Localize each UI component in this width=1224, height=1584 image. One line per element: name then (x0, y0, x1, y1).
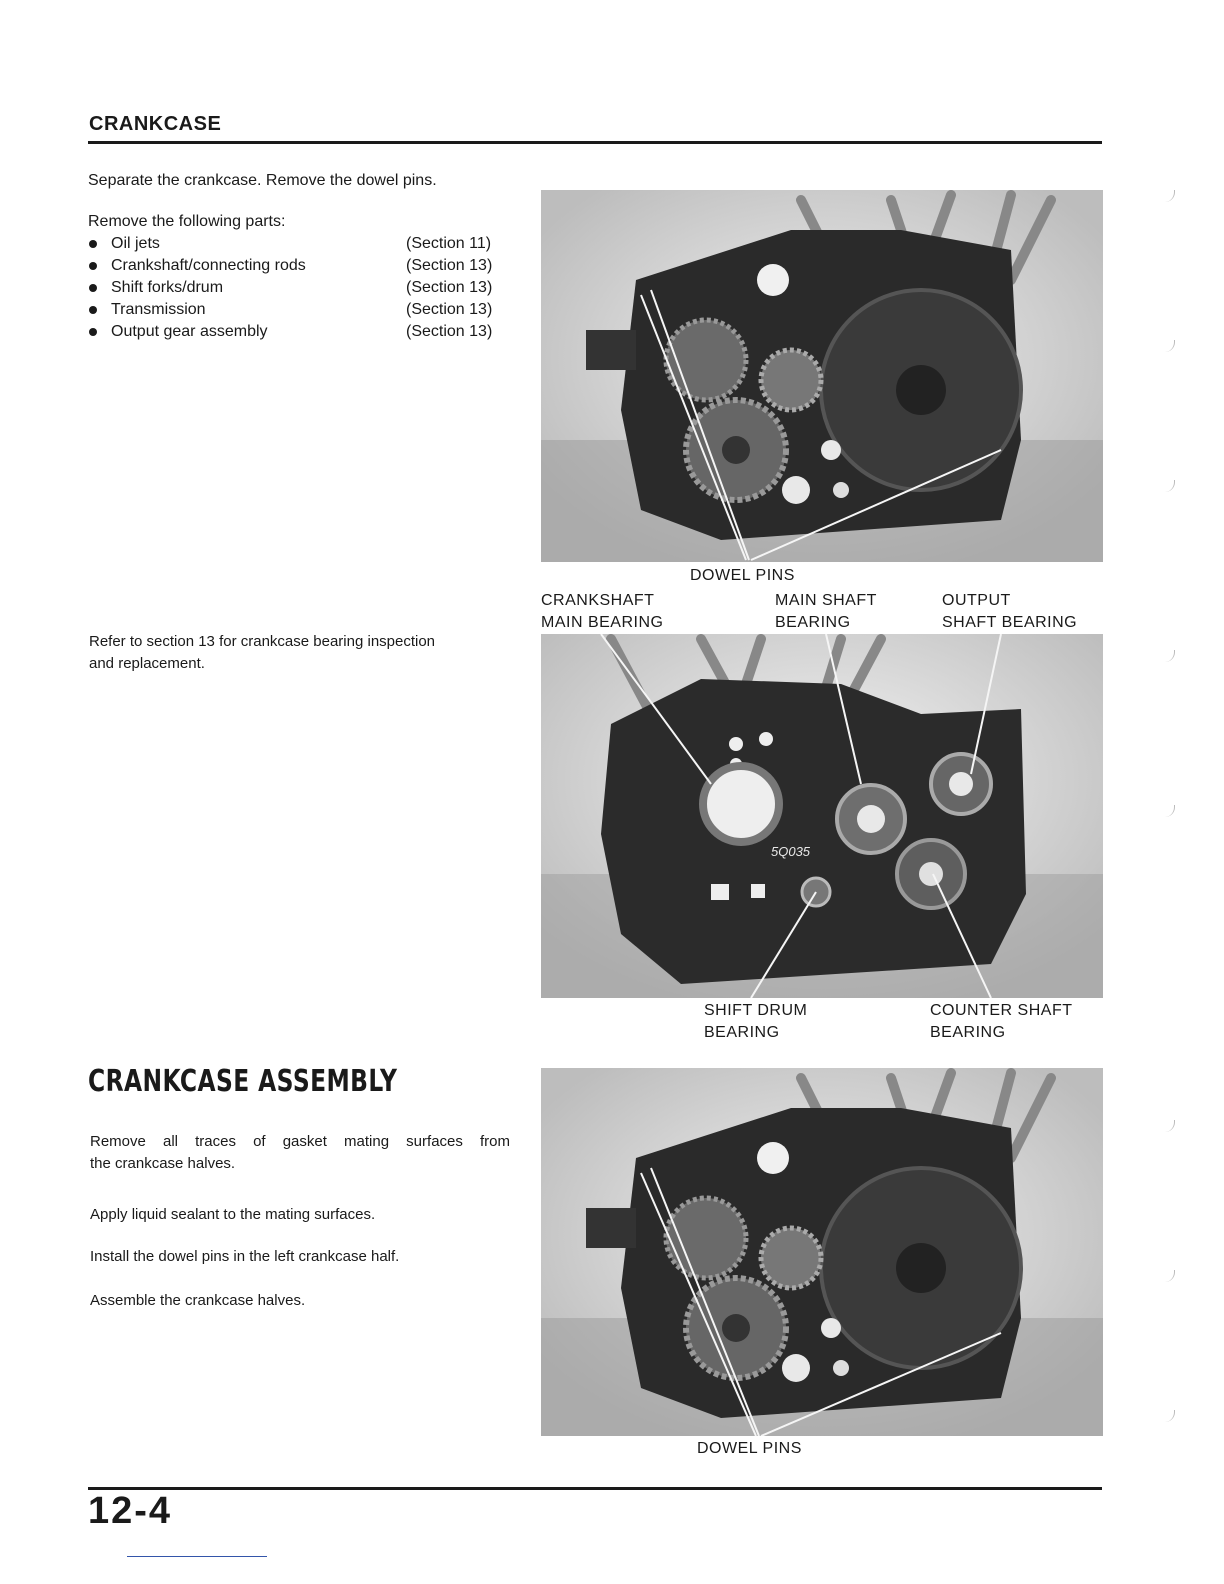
crankcase-photo-dowel-pins (541, 190, 1103, 562)
callout-countershaft-line2: BEARING (930, 1024, 1006, 1041)
bullet-icon (89, 240, 97, 248)
list-item: Oil jets (Section 11) (89, 233, 509, 255)
page-number: 12-4 (88, 1490, 173, 1532)
callout-countershaft-line1: COUNTER SHAFT (930, 1002, 1073, 1019)
callout-mainshaft-line1: MAIN SHAFT (775, 592, 877, 609)
binder-mark (1158, 1410, 1175, 1422)
footer-underline (127, 1556, 267, 1557)
refer-text-line1: Refer to section 13 for crankcase bearing inspection (89, 633, 436, 650)
binder-mark (1158, 805, 1175, 817)
remove-parts-intro: Remove the following parts: (88, 213, 286, 230)
binder-mark (1158, 480, 1175, 492)
parts-list (89, 233, 509, 343)
bullet-icon (89, 328, 97, 336)
callout-shiftdrum-line2: BEARING (704, 1024, 780, 1041)
callout-dowel-pins-1: DOWEL PINS (690, 567, 795, 584)
callout-output-line1: OUTPUT (942, 592, 1011, 609)
bullet-icon (89, 284, 97, 292)
binder-mark (1158, 1270, 1175, 1282)
callout-dowel-pins-2: DOWEL PINS (697, 1440, 802, 1457)
binder-mark (1158, 650, 1175, 662)
list-item: Shift forks/drum (Section 13) (89, 277, 509, 299)
case-stamp-text: 5Q035 (771, 844, 811, 859)
binder-mark (1158, 1120, 1175, 1132)
assembly-remove-line1: Remove all traces of gasket mating surfaces from (90, 1133, 510, 1150)
refer-text-line2: and replacement. (89, 655, 205, 672)
bullet-icon (89, 306, 97, 314)
assembly-assemble: Assemble the crankcase halves. (90, 1292, 306, 1309)
section-heading-assembly: CRANKCASE ASSEMBLY (88, 1064, 398, 1099)
list-item: Crankshaft/connecting rods (Section 13) (89, 255, 509, 277)
separate-instruction: Separate the crankcase. Remove the dowel pins. (88, 172, 437, 189)
callout-shiftdrum-line1: SHIFT DRUM (704, 1002, 808, 1019)
header-rule (88, 141, 1102, 144)
callout-crankshaft-line1: CRANKSHAFT (541, 592, 655, 609)
bullet-icon (89, 262, 97, 270)
binder-mark (1158, 340, 1175, 352)
callout-crankshaft-line2: MAIN BEARING (541, 614, 664, 631)
binder-mark (1158, 190, 1175, 202)
assembly-remove-line2: the crankcase halves. (90, 1155, 236, 1172)
crankcase-photo-bearings (541, 634, 1103, 998)
callout-output-line2: SHAFT BEARING (942, 614, 1078, 631)
assembly-apply: Apply liquid sealant to the mating surfaces. (90, 1206, 376, 1223)
list-item: Transmission (Section 13) (89, 299, 509, 321)
page-title: CRANKCASE (89, 113, 222, 135)
crankcase-photo-assembly-dowel-pins (541, 1068, 1103, 1436)
list-item: Output gear assembly (Section 13) (89, 321, 509, 343)
callout-mainshaft-line2: BEARING (775, 614, 851, 631)
assembly-install: Install the dowel pins in the left crankcase half. (90, 1248, 400, 1265)
footer-rule (88, 1487, 1102, 1490)
